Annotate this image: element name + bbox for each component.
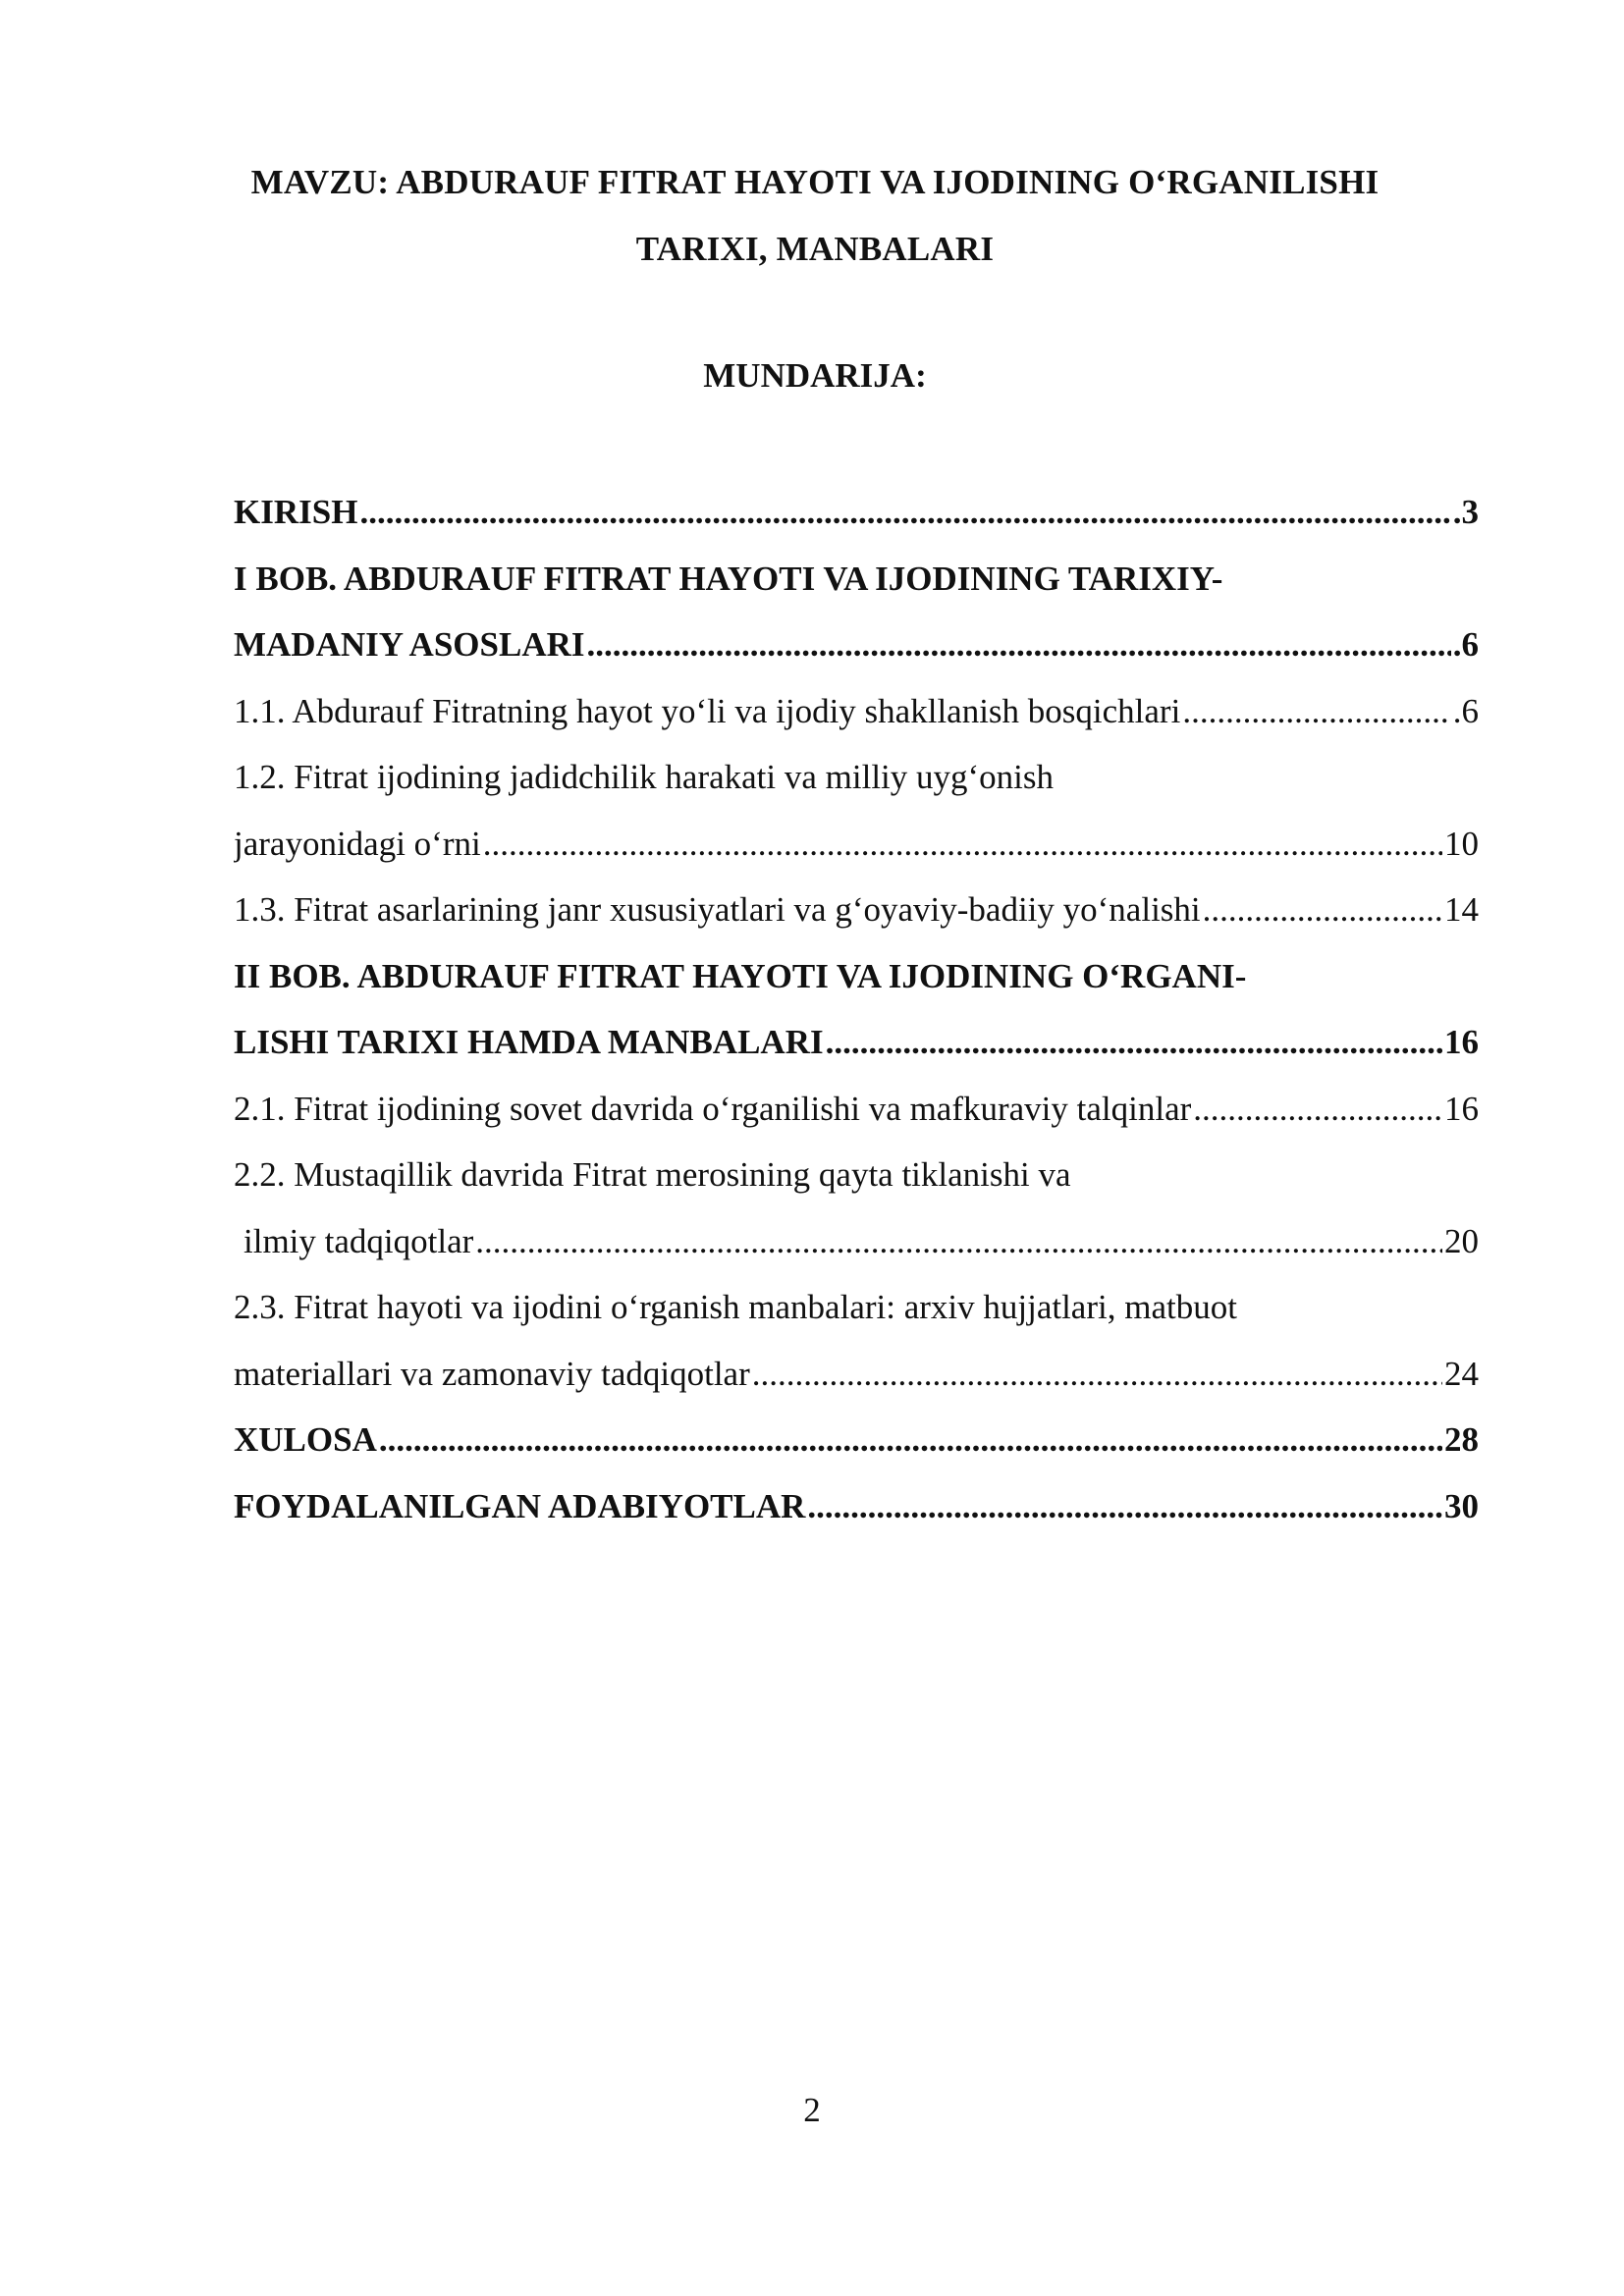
table-of-contents xyxy=(234,479,1479,1539)
toc-chapter-1-line-1[interactable]: I BOB. ABDURAUF FITRAT HAYOTI VA IJODINING TARIXIY- xyxy=(234,559,1223,598)
toc-section-2-2-line-1[interactable]: 2.2. Mustaqillik davrida Fitrat merosining qayta tiklanishi va xyxy=(234,1155,1071,1194)
toc-leader-dots xyxy=(1182,678,1450,745)
toc-section-1-2[interactable] xyxy=(234,811,1479,878)
toc-entry-label: materiallari va zamonaviy tadqiqotlar xyxy=(234,1354,750,1393)
toc-entry-label: XULOSA xyxy=(234,1420,377,1459)
toc-entry-label: LISHI TARIXI HAMDA MANBALARI xyxy=(234,1023,824,1061)
toc-section-2-3[interactable] xyxy=(234,1341,1479,1408)
toc-entry-label: jarayonidagi o‘rni xyxy=(234,824,481,863)
toc-leader-dots xyxy=(807,1473,1442,1540)
toc-entry-label: 1.3. Fitrat asarlarining janr xususiyatlari va g‘oyaviy-badiiy yo‘nalishi xyxy=(234,890,1201,929)
toc-entry-page: 16 xyxy=(1444,1023,1479,1061)
document-title xyxy=(196,149,1434,283)
toc-leader-dots xyxy=(1193,1076,1442,1143)
toc-section-1-1[interactable] xyxy=(234,678,1479,745)
toc-entry-adabiyotlar[interactable] xyxy=(234,1473,1479,1540)
toc-entry-page: .6 xyxy=(1452,625,1479,664)
toc-entry-page: .3 xyxy=(1452,493,1479,531)
toc-entry-label: FOYDALANILGAN ADABIYOTLAR xyxy=(234,1486,806,1525)
page-number: 2 xyxy=(803,2091,821,2129)
toc-section-2-3-line-1[interactable]: 2.3. Fitrat hayoti va ijodini o‘rganish manbalari: arxiv hujjatlari, matbuot xyxy=(234,1288,1237,1326)
toc-chapter-2[interactable] xyxy=(234,1009,1479,1076)
toc-entry-page: 14 xyxy=(1444,890,1479,929)
toc-section-1-2-line-1[interactable]: 1.2. Fitrat ijodining jadidchilik harakati va milliy uyg‘onish xyxy=(234,758,1055,796)
toc-entry-page: 28 xyxy=(1444,1420,1479,1459)
toc-entry-page: 16 xyxy=(1444,1089,1479,1128)
toc-entry-kirish[interactable] xyxy=(234,479,1479,546)
toc-section-1-3[interactable] xyxy=(234,877,1479,943)
toc-section-2-2[interactable] xyxy=(234,1208,1479,1275)
toc-leader-dots xyxy=(752,1341,1442,1408)
title-line-2: TARIXI, MANBALARI xyxy=(635,230,995,268)
toc-leader-dots xyxy=(379,1407,1442,1473)
toc-section-2-1[interactable] xyxy=(234,1076,1479,1143)
toc-chapter-2-line-1[interactable]: II BOB. ABDURAUF FITRAT HAYOTI VA IJODINING O‘RGANI- xyxy=(234,956,1247,995)
toc-entry-label: ilmiy tadqiqotlar xyxy=(244,1221,474,1260)
toc-entry-label: 2.1. Fitrat ijodining sovet davrida o‘rganilishi va mafkuraviy talqinlar xyxy=(234,1089,1192,1128)
toc-entry-xulosa[interactable] xyxy=(234,1407,1479,1473)
toc-entry-label: KIRISH xyxy=(234,493,358,531)
toc-leader-dots xyxy=(1203,877,1442,943)
toc-leader-dots xyxy=(359,479,1450,546)
toc-entry-page: 30 xyxy=(1444,1486,1479,1525)
toc-entry-page: 24 xyxy=(1444,1354,1479,1393)
toc-entry-page: 10 xyxy=(1444,824,1479,863)
toc-leader-dots xyxy=(483,811,1442,878)
toc-chapter-1[interactable] xyxy=(234,612,1479,678)
toc-entry-page: .6 xyxy=(1452,691,1479,730)
toc-leader-dots xyxy=(475,1208,1442,1275)
toc-heading: MUNDARIJA: xyxy=(703,356,927,395)
toc-entry-label: MADANIY ASOSLARI xyxy=(234,625,585,664)
title-line-1: MAVZU: ABDURAUF FITRAT HAYOTI VA IJODINING O‘RGANILISHI xyxy=(250,163,1380,201)
toc-entry-label: 1.1. Abdurauf Fitratning hayot yo‘li va ijodiy shakllanish bosqichlari xyxy=(234,691,1181,730)
toc-leader-dots xyxy=(826,1009,1442,1076)
toc-leader-dots xyxy=(587,612,1451,678)
toc-entry-page: 20 xyxy=(1444,1221,1479,1260)
